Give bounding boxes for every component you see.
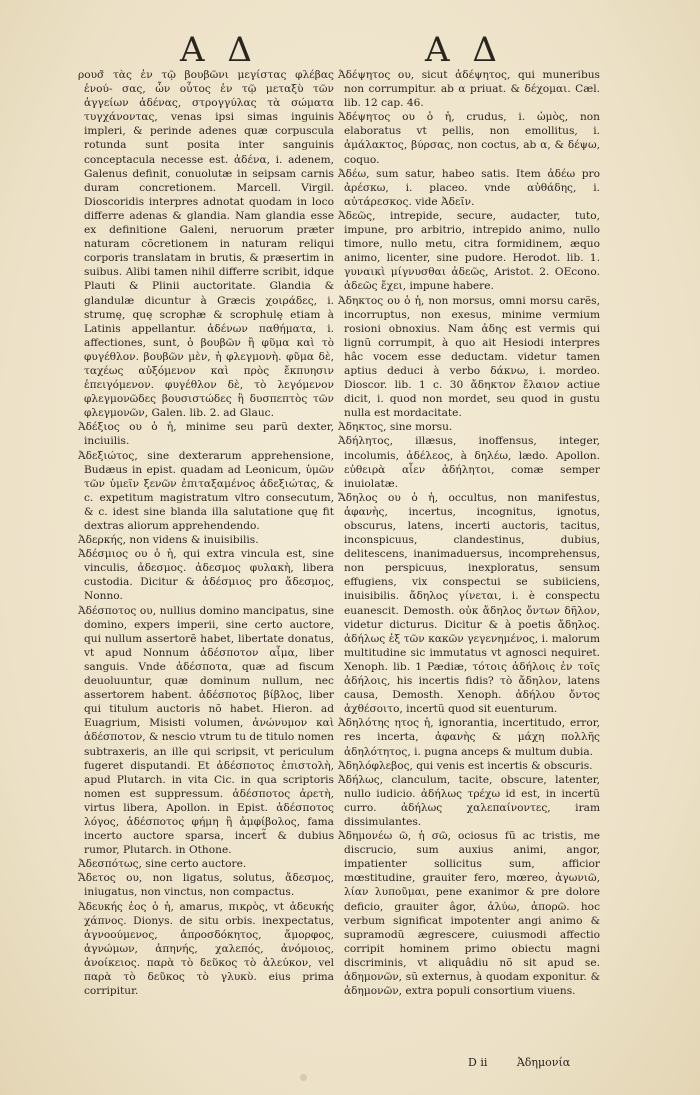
entry-adesmios: Ἀδέσμιος ου ὁ ἡ, qui extra vincula est, sine vinculis, ἀδεσμος. ἀδεσμος φυλακὴ, libera custodia. Dicitur & ἀδέσμιος pro ἄδεσμος, Nonno. [78,548,334,603]
entry-adelophlebos: Ἀδηλόφλεβος, qui venis est incertis & obscuris. [338,759,593,772]
entry-adektos-adv: Ἀδηκτος, sine morsu. [338,421,453,434]
entry-adelotes: Ἀδηλότης ητος ἡ, ignorantia, incertitudo, error, res incerta, ἀφανὴς & μάχη πολλῆς ἀδηλότητος, i. pugna anceps & multum dubia. [338,717,600,758]
entry-adespotos-adv: Ἀδεσπότως, sine certo auctore. [78,858,247,871]
left-column-headword: Α Δ [180,30,258,70]
page-footer [468,1056,603,1069]
entry-adepsetos: Ἀδέψητος ου ὁ ἡ, crudus, i. ὠμὸς, non elaboratus vt pellis, non emollitus, i. ἀμάλακτος, βύρσας, non coctus, ab α, & δέψω, coquo. [338,111,600,166]
entry-adexios: Ἀδέξιος ου ὁ ἡ, minime seu parũ dexter, inciuilis. [78,421,334,448]
entry-aderkes: Ἀδερκής, non videns & inuisibilis. [78,534,259,547]
entry-ademoneo: Ἀδημονέω ῶ, ἡ σῶ, ociosus fũ ac tristis, me discrucio, sum auxius animi, angor, impatienter sollicitus sum, afficior mœstitudine, grauiter fero, mœreo, ἀγωνιῶ, λίαν λυποῦμαι, pene exanimor & pre dolore deficio, grauiter âgor, ἀλύω, ἀπορῶ. hoc verbum significat impotenter angi animo & supramodũ ægrescere, cuiusmodi affectio corripit hominem primo obiectu magni discriminis, vt aliquâdiu nõ sit apud se. ἀδημονῶν, sũ externus, à quodam exponitur. & ἀδημονῶν, extra populi consortium viuens. [338,830,600,998]
right-column-headword: Α Δ [425,30,503,70]
entry-adexiotos: Ἀδεξιώτος, sine dexterarum apprehensione, Budæus in epist. quadam ad Leonicum, ὑμῶν τῶν ὑμεῖν ξενῶν ἐπιταξαμένος ἀδεξιώτας, & c. expetitum magistratum vltro consecutum, & c. idest sine blanda illa salutatione quę fit dextras aliorum apprehendendo. [78,449,334,532]
entry-adeukes: Ἀδευκής ἐος ὁ ἡ, amarus, πικρὸς, vt ἀδευκής χάπνος. Dionys. de situ orbis. inexpectatus, ἀγνοούμενος, ἀπροσδόκητος, ἄμορφος, ἀγνώμων, ἀπηνής, χαλεπός, ἀνόμοιος, ἀνοίκειος. παρὰ τὸ δεῦκος τὸ ἀλεύκον, vel παρὰ τὸ δεῦκος τὸ γλυκὺ. eius prima corripitur. [78,900,334,998]
left-column [78,68,334,998]
entry-adektos: Ἀδηκτος ου ὁ ἡ, non morsus, omni morsu carẽs, incorruptus, non exesus, minime vermium rosioni obnoxius. Nam ἀδης est vermis qui lignũ corrumpit, à quo ait Hesiodi interpres hâc vocem esse deductam. videtur tamen aptius deduci à verbo δάκνω, i. mordeo. Dioscor. lib. 1 c. 30 ἄδηκτον ἔλαιον actiue dicit, i. quod non mordet, seu quod in gustu nulla est mordacitate. [338,294,600,420]
entry-adeos: Ἀδεῶς, intrepide, secure, audacter, tuto, impune, pro arbitrio, intrepido animo, nullo timore, nullo metu, citra formidinem, æquo animo, licenter, sine pudore. Herodot. lib. 1. γυναικὶ μίγνυσθαι ἀδεῶς, Aristot. 2. OEcono. ἀδεῶς ἔχει, impune habere. [338,209,600,293]
entry-adelos: Ἄδηλος ου ὁ ἡ, occultus, non manifestus, ἀφανὴς, incertus, incognitus, ignotus, obscurus, latens, incerti auctoris, tacitus, inconspicuus, clandestinus, dubius, delitescens, inanimaduersus, incomprehensus, non perspicuus, inexploratus, sensum effugiens, vix conspectui se subiiciens, inuisibilis. ἄδηλος γίνεται, i. è conspectu euanescit. Demosth. οὐκ ἄδηλος ὄντων δῆλον, videtur dicturus. Dicitur & à poetis ἄδηλος. ἀδήλως ἐξ τῶν κακῶν γεγενημένος, i. malorum multitudine sic immutatus vt agnosci nequiret. Xenoph. lib. 1 Pædiæ, τότοις ἀδήλοις ἐν τοῖς ἀδήλοις, his incertis fidis? τὸ ἄδηλον, latens causa, Demosth. Xenoph. ἀδήλου ὄντος ἀχθέσοιτο, incertũ quod sit euenturum. [338,491,600,716]
entry-adelos-adv: Ἀδήλως, clanculum, tacite, obscure, latenter, nullo iudicio. ἀδήλως τρέχω id est, in incertũ curro. ἀδήλως χαλεπαίνοντες, iram dissimulantes. [338,773,600,828]
entry-adespotos: Ἀδέσποτος ου, nullius domino mancipatus, sine domino, expers imperii, sine certo auctore, qui nullum assertorẽ habet, libertate donatus, vt apud Nonnum ἀδέσποτον αἷμα, liber sanguis. Vnde ἀδέσποτα, quæ ad fiscum deuoluuntur, quæ dominum nullum, nec assertorem habent. ἀδέσποτος βίβλος, liber qui titulum auctoris nõ habet. Hieron. ad Euagrium, Misisti volumen, ἀνώνυμον καὶ ἀδέσποτον, & nescio vtrum tu de titulo nomen subtraxeris, an ille qui scripsit, vt periculum fugeret disputandi. Et ἀδέσποτος ἐπιστολὴ, apud Plutarch. in vita Cic. in qua scriptoris nomen est suppressum. ἀδέσποτος ἀρετὴ, virtus libera, Apollon. in Epist. ἀδέσποτος λόγος, ἀδέσποτος φήμη ἢ ἀμφίβολος, fama incerto auctore sparsa, incert̃ & dubius rumor, Plutarch. in Othone. [78,604,335,857]
entry-adeo: Ἀδέω, sum satur, habeo satis. Item ἀδέω pro ἀρέσκω, i. placeo. vnde αὐθάδης, i. αὐτάρεσκος. vide Ἀδεῖν. [338,167,600,208]
entry-adenes: ρουσ̃ τὰς ἐν τῷ βουβῶνι μεγίστας φλέβας ἐνού- σας, ὧν οὗτος ἐν τῷ μεταξὺ τῶν ἀγγείων ἀδένας, στρογγύλας τὰ σώματα τυγχάνοντας, venas ipsi simas inguinis impleri, & perinde adenes quæ corpuscula rotunda sunt posita inter sanguinis conceptacula necesse est. ἀδένα, i. adenem, Galenus definit, conuolutæ in seipsam carnis duram concretionem. Marcell. Virgil. Dioscoridis interpres adnotat quodam in loco differre adenas & glandia. Nam glandia esse ex definitione Galeni, neruorum præter naturam cõcretionem in naturam reliqui corporis translatam in brutis, & præsertim in suibus. Alibi tamen nihil differre scribit, idque Plauti & Plinii auctoritate. Glandia & glandulæ dicuntur à Græcis χοιράδες, i. strumę, quę scrophæ & scrophulę etiam à Latinis appellantur. ἀδένων παθήματα, i. affectiones, sunt, ὁ βουβῶν ἢ φῦμα καὶ τὸ φυγέθλον. βουβῶν μὲν, ἡ φλεγμονὴ. φῦμα δὲ, ταχέως αὐξόμενον καὶ πρὸς ἔκπυησιν ἐπειγόμενον. φυγέθλον δὲ, τὸ λεγόμενον φλεγμονῶδες βουσιστώδες ἢ δυσπεπτὸς τῶν φλεγμονῶν, Galen. lib. 2. ad Glauc. [78,69,334,420]
ink-spot [300,1074,307,1081]
entry-adetos: Ἄδετος ου, non ligatus, solutus, ἄδεσμος, iniugatus, non vinctus, non compactus. [78,872,334,899]
entry-adeletos: Ἀδήλητος, illæsus, inoffensus, integer, incolumis, ἀδέλεος, à δηλέω, lædo. Apollon. εὐθειρὰ αἶεν ἀδήλητοι, comæ semper inuiolatæ. [338,435,600,490]
catchword: Ἀδημονία [516,1056,571,1069]
right-column [338,68,600,998]
entry-adeketos: Ἀδέψητος ου, sicut ἀδέψητος, qui muneribus non corrumpitur. ab α priuat. & δέχομαι. Cæl. lib. 12 cap. 46. [338,69,600,110]
signature-mark: D ii [468,1056,488,1069]
